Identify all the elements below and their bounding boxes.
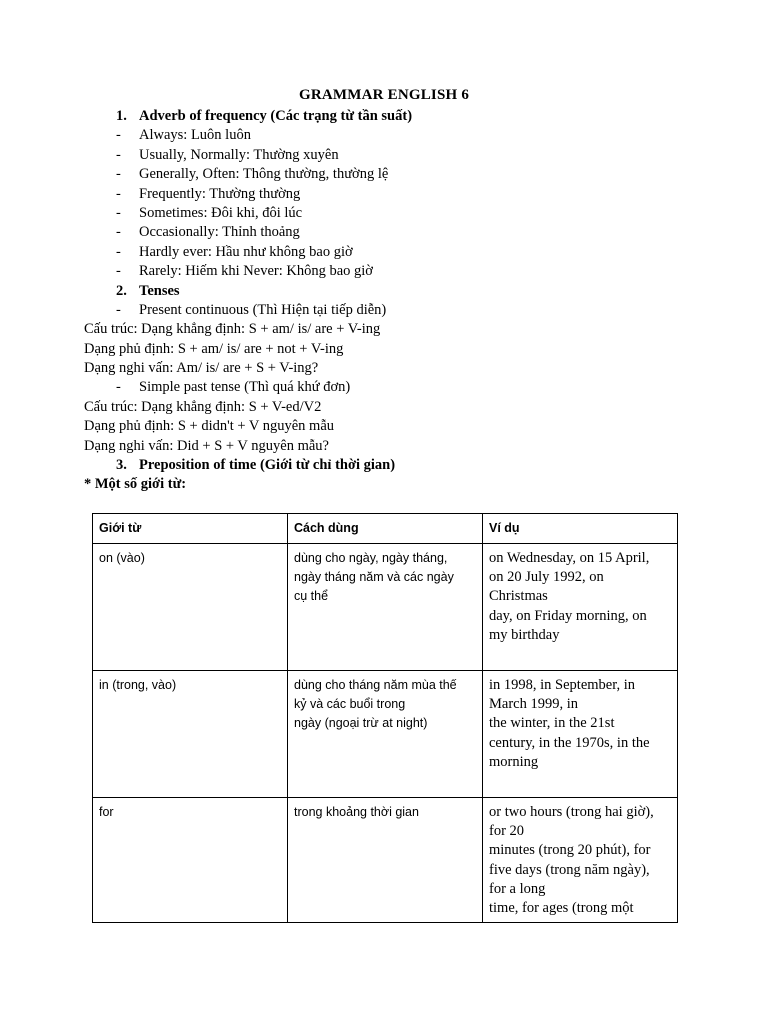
table-header-row (93, 514, 678, 544)
adverb-text: Generally, Often: Thông thường, thường lệ (139, 166, 389, 183)
tense-title (92, 378, 712, 397)
adverb-item (92, 223, 712, 242)
structure-line: Dạng phủ định: S + didn't + V nguyên mẫu (84, 418, 335, 435)
adverb-item (92, 146, 712, 165)
adverb-text: Sometimes: Đôi khi, đôi lúc (139, 204, 303, 221)
example-cell: in 1998, in September, in March 1999, in the winter, in the 21st century, in the 1970s, in the morning (483, 671, 678, 798)
adverb-item (92, 185, 712, 204)
usage-cell: dùng cho tháng năm mùa thế kỷ và các buổi trong ngày (ngoại trừ at night) (288, 671, 483, 798)
adverb-text: Always: Luôn luôn (139, 127, 251, 144)
structure-line: Cấu trúc: Dạng khẳng định: S + V-ed/V2 (84, 398, 322, 415)
table-row (93, 798, 678, 923)
dash-marker: - (116, 243, 121, 260)
section-3-heading (92, 456, 712, 475)
structure-line: Cấu trúc: Dạng khẳng định: S + am/ is/ are + V-ing (84, 321, 381, 338)
dash-marker: - (116, 185, 121, 202)
column-header: Cách dùng (288, 514, 483, 544)
section-2-heading (92, 282, 712, 301)
page-title: GRAMMAR ENGLISH 6 (298, 87, 470, 103)
structure-line: Dạng nghi vấn: Did + S + V nguyên mẫu? (84, 437, 329, 454)
document-body (84, 107, 712, 495)
section-number: 3. (116, 457, 127, 474)
dash-marker: - (116, 263, 121, 280)
section-number: 2. (116, 282, 127, 299)
tense-title-text: Simple past tense (Thì quá khứ đơn) (139, 379, 351, 396)
section-title: Preposition of time (Giới từ chỉ thời gian) (139, 457, 396, 474)
adverb-text: Usually, Normally: Thường xuyên (139, 146, 339, 163)
example-cell: or two hours (trong hai giờ), for 20 minutes (trong 20 phút), for five days (trong năm ngày), for a long time, for ages (trong một (483, 798, 678, 923)
section-title: Adverb of frequency (Các trạng từ tần suất) (139, 108, 413, 124)
adverb-text: Occasionally: Thỉnh thoảng (139, 224, 300, 241)
adverb-item (92, 204, 712, 223)
column-header: Giới từ (93, 514, 288, 544)
adverb-item (92, 262, 712, 281)
adverb-text: Hardly ever: Hầu như không bao giờ (139, 243, 353, 260)
subheading: * Một số giới từ: (84, 476, 187, 493)
dash-marker: - (116, 224, 121, 241)
table-row (93, 544, 678, 671)
dash-marker: - (116, 204, 121, 221)
section-number: 1. (116, 108, 127, 124)
dash-marker: - (116, 379, 121, 396)
column-header: Ví dụ (483, 514, 678, 544)
preposition-cell: on (vào) (93, 544, 288, 671)
adverb-text: Frequently: Thường thường (139, 185, 301, 202)
table-row (93, 671, 678, 798)
dash-marker: - (116, 146, 121, 163)
section-1-heading (92, 107, 712, 126)
tense-title-text: Present continuous (Thì Hiện tại tiếp diễn) (139, 301, 387, 318)
adverb-item (92, 165, 712, 184)
dash-marker: - (116, 166, 121, 183)
adverb-text: Rarely: Hiếm khi Never: Không bao giờ (139, 263, 373, 280)
usage-cell: dùng cho ngày, ngày tháng, ngày tháng năm và các ngày cụ thể (288, 544, 483, 671)
structure-line: Dạng phủ định: S + am/ is/ are + not + V-ing (84, 340, 344, 357)
preposition-table (92, 513, 678, 923)
tense-title (92, 301, 712, 320)
section-title: Tenses (139, 282, 180, 299)
adverb-item (92, 243, 712, 262)
dash-marker: - (116, 301, 121, 318)
example-cell: on Wednesday, on 15 April, on 20 July 1992, on Christmas day, on Friday morning, on my birthday (483, 544, 678, 671)
usage-cell: trong khoảng thời gian (288, 798, 483, 923)
dash-marker: - (116, 127, 121, 144)
preposition-cell: for (93, 798, 288, 923)
preposition-cell: in (trong, vào) (93, 671, 288, 798)
structure-line: Dạng nghi vấn: Am/ is/ are + S + V-ing? (84, 360, 319, 377)
adverb-item (92, 126, 712, 145)
